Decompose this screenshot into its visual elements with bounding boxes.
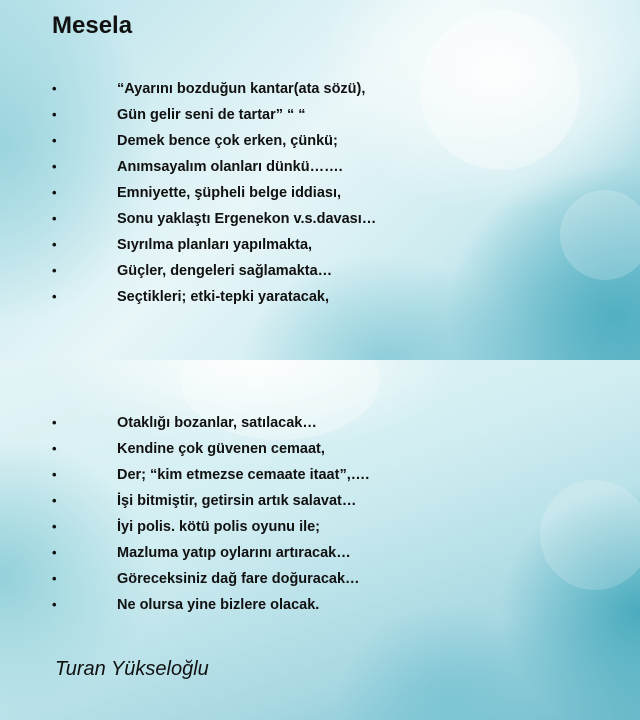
- verse-text: İşi bitmiştir, getirsin artık salavat…: [117, 493, 357, 509]
- bullet-icon: •: [52, 545, 57, 560]
- verse-text: Demek bence çok erken, çünkü;: [117, 133, 338, 149]
- bullet-icon: •: [52, 467, 57, 482]
- author-signature: Turan Yükseloğlu: [55, 658, 209, 680]
- verse-text: Sonu yaklaştı Ergenekon v.s.davası…: [117, 211, 377, 227]
- bullet-icon: •: [52, 441, 57, 456]
- bullet-icon: •: [52, 107, 57, 122]
- verse-text: Seçtikleri; etki-tepki yaratacak,: [117, 289, 329, 305]
- verse-text: Mazluma yatıp oylarını artıracak…: [117, 545, 351, 561]
- bullet-icon: •: [52, 81, 57, 96]
- verse-text: Der; “kim etmezse cemaate itaat”,….: [117, 467, 370, 483]
- verse-text: Göreceksiniz dağ fare doğuracak…: [117, 571, 360, 587]
- verse-text: Güçler, dengeleri sağlamakta…: [117, 263, 333, 279]
- bokeh-light: [560, 190, 640, 280]
- bullet-icon: •: [52, 597, 57, 612]
- bullet-icon: •: [52, 263, 57, 278]
- bullet-icon: •: [52, 571, 57, 586]
- bokeh-light: [540, 480, 640, 590]
- bokeh-light: [420, 10, 580, 170]
- bullet-icon: •: [52, 185, 57, 200]
- bullet-icon: •: [52, 289, 57, 304]
- bullet-icon: •: [52, 159, 57, 174]
- verse-text: “Ayarını bozduğun kantar(ata sözü),: [117, 81, 366, 97]
- verse-text: Emniyette, şüpheli belge iddiası,: [117, 185, 341, 201]
- bullet-icon: •: [52, 519, 57, 534]
- verse-text: Gün gelir seni de tartar” “ “: [117, 107, 306, 123]
- slide-title: Mesela: [52, 12, 133, 39]
- verse-text: Sıyrılma planları yapılmakta,: [117, 237, 313, 253]
- verse-text: İyi polis. kötü polis oyunu ile;: [117, 519, 321, 535]
- poem-slide-2: [0, 360, 640, 720]
- bullet-icon: •: [52, 133, 57, 148]
- verse-text: Ne olursa yine bizlere olacak.: [117, 597, 320, 613]
- verse-text: Anımsayalım olanları dünkü…….: [117, 159, 343, 175]
- bullet-icon: •: [52, 415, 57, 430]
- bullet-icon: •: [52, 237, 57, 252]
- bullet-icon: •: [52, 211, 57, 226]
- bullet-icon: •: [52, 493, 57, 508]
- verse-text: Otaklığı bozanlar, satılacak…: [117, 415, 317, 431]
- verse-text: Kendine çok güvenen cemaat,: [117, 441, 325, 457]
